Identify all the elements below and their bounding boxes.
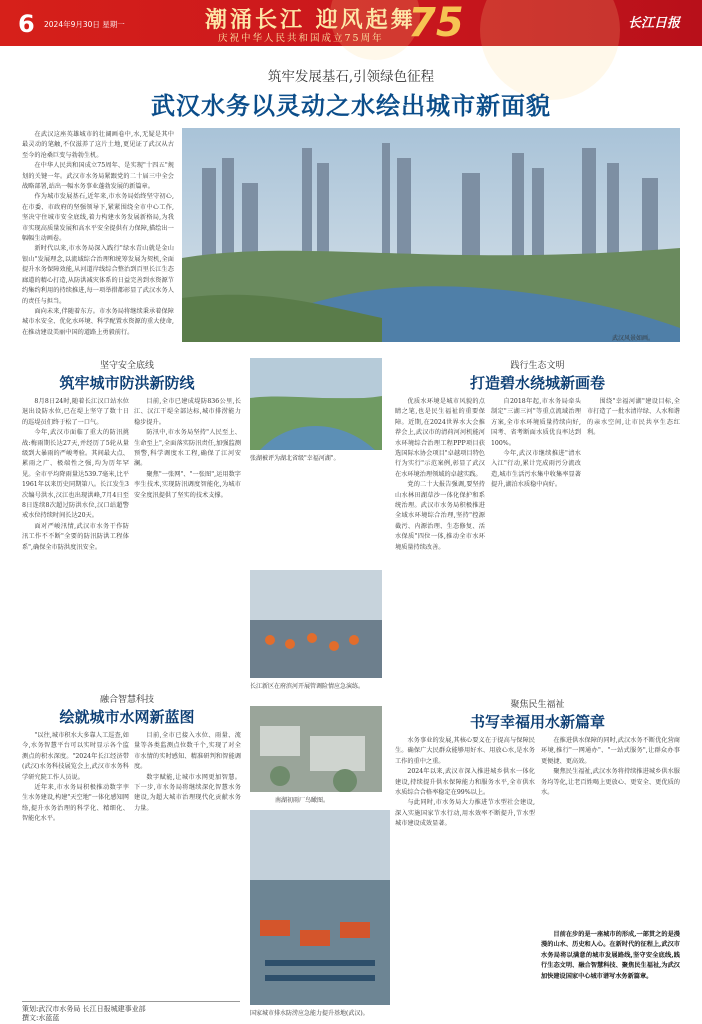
article-paragraph: 与此同时,市水务局大力推进节水型社会建设,深入实施国家节水行动,用水效率不断提升,节水型城市建设成效显著。 — [395, 799, 535, 828]
banner-subtitle: 庆祝中华人民共和国成立75周年 — [218, 33, 384, 44]
lead-article — [22, 130, 174, 340]
article-paragraph: 2024年以来,武汉市深入推进城乡供水一体化建设,持续提升供水保障能力和服务水平,全市供水水质综合合格率稳定在99%以上。 — [395, 768, 535, 797]
lake-photo — [250, 358, 382, 450]
section2-article-col2 — [491, 397, 581, 687]
lead-paragraph: 新时代以来,市水务局深入践行"绿水青山就是金山银山"发展理念,以流域综合治理和统筹发展为契机,全面提升水务保障效能,从河道岸线综合整治到百里长江生态廊道的精心打造,从防洪减灾体系的日益完善到水资源节约集约利用的持续推进,每一项举措都彰显了武汉水务人的责任与担当。 — [22, 245, 174, 305]
lake-illustration — [250, 358, 382, 450]
article-paragraph: 近年来,市水务局积极推动数字孪生水务建设,构建"天空地"一体化感知网络,提升水务治理的科学化、精细化、智能化水平。 — [22, 784, 129, 823]
credits-divider — [22, 1001, 240, 1002]
section2-title: 打造碧水绕城新画卷 — [469, 374, 605, 392]
article-paragraph: 今年,武汉市继续推进"清水入江"行动,累计完成雨污分流改造,城市生活污水集中收集率显著提升,湖泊水质稳中向好。 — [491, 450, 581, 489]
closing-paragraph — [541, 930, 680, 1010]
section1-photo2-caption: 长江新区在府滨河开展管调险情应急演练。 — [250, 683, 365, 690]
drainage-base-photo — [250, 810, 390, 1005]
article-paragraph: 防汛中,市水务局坚持"人民至上、生命至上",全面落实防汛责任,加强监测预警,科学调度水工程,确保了江河安澜。 — [134, 429, 241, 468]
lead-kicker: 筑牢发展基石,引领绿色征程 — [267, 69, 435, 85]
banner-decoration — [480, 0, 620, 100]
lead-headline: 武汉水务以灵动之水绘出城市新面貌 — [151, 91, 551, 120]
section3-article-col2 — [134, 731, 241, 997]
credits-writer: 撰文:水蓝蓝 — [22, 1014, 60, 1022]
article-paragraph: 围绕"幸福河湖"建设目标,全市打造了一批水清岸绿、人水和谐的亲水空间,让市民共享生态红利。 — [587, 398, 680, 437]
section3-article-col1 — [22, 731, 129, 997]
section4-photo-caption: 南湖初雨厂鸟瞰图。 — [275, 797, 330, 804]
article-paragraph: 今年,武汉市面临了重大的防汛挑战:梅雨期长达27天,并经历了5轮从量级到大暴雨的严峻考验。其间最大点、累雨之广、极端性之强,均为历年罕见。全市平均降雨量达539.7毫米,比平1961年以来历史同期第八。长江发生3次编号洪水,汉江也出现洪峰,7月4日至8日连续8次超过防洪水位,汉口站超警戒水位持续时间长达20天。 — [22, 429, 129, 520]
lead-paragraph: 在中华人民共和国成立75周年、是实现"十四五"规划的关键一年。武汉市水务局紧跟党的二十届三中全会战略部署,站出一幅水务事业蓬勃发展的新篇章。 — [22, 162, 174, 191]
article-paragraph: 水务事业的发展,其核心要义在于提高与保障民生。确保广大民群众能够用好水、用放心水,是水务工作的重中之重。 — [395, 737, 535, 765]
issue-date: 2024年9月30日 星期一 — [44, 20, 125, 29]
paper-name: 长江日报 — [628, 16, 681, 31]
section4-title: 书写幸福用水新篇章 — [469, 713, 605, 731]
section3-title: 绘就城市水网新蓝图 — [59, 708, 195, 726]
article-paragraph: 自2018年起,市水务局牵头制定"三湖三河"等重点流域治理方案,全市水环境质量持续向好,国考、省考断面水质优良率达到100%。 — [491, 398, 581, 447]
plant-illustration — [250, 706, 382, 792]
section2-kicker: 践行生态文明 — [510, 361, 565, 371]
section4-article-col1 — [395, 736, 535, 1004]
article-paragraph: 聚焦民生福祉,武汉水务将持续推进城乡供水服务均等化,让老百姓喝上更放心、更安全、更优质的水。 — [541, 768, 680, 797]
article-paragraph: 优质水环境是城市风貌的点睛之笔,也是民生福祉的重要保障。近期,在2024世界水大会推荐会上,武汉市的清荷河河机能河水环境综合治理工程PPP项目获选国际水协会项目"卓越项目特色行为实行"示范案例,彰显了武汉在水环境治理领域的卓越实践。 — [395, 398, 485, 478]
section3-photo2-caption: 国家城市排水防涝应急能力提升基地(武汉)。 — [250, 1010, 369, 1017]
flood-drill-illustration — [250, 570, 382, 678]
drill-photo — [250, 570, 382, 678]
lead-photo-caption: 武汉风景如画。 — [612, 335, 655, 342]
section2-article-col3 — [587, 397, 680, 687]
section1-photo1-caption: 张湖被评为湖北省级"幸福河湖"。 — [250, 455, 340, 462]
lead-paragraph: 作为城市发展基石,近年来,市水务局始终坚守初心,在市委、市政府的坚强领导下,紧紧围绕全市中心工作,坚决守住城市安全底线,着力构建水务发展新格局,为我市实现高质量发展和高水平安全提供有力保障,描绘出一幅幅生动画卷。 — [22, 193, 174, 243]
section1-kicker: 坚守安全底线 — [99, 361, 154, 371]
article-paragraph: 8月8日24时,随着长江汉口站水位退出设防水位,已在堤上坚守了数十日的巡堤员们终于松了一口气。 — [22, 398, 129, 426]
page-banner — [0, 0, 702, 46]
cityscape-illustration — [182, 128, 680, 342]
lead-paragraph: 面向未来,伴随着东方。市水务局将继续秉承着保障城市水安全、优化水环境、科学配置水资源的重大使命,在推动建设美丽中国的道路上勇毅前行。 — [22, 307, 174, 336]
lead-photo — [182, 128, 680, 342]
section1-article-col2 — [134, 397, 241, 679]
closing-text: 目前在步的是一座城市的形成,一部贯之的是漫漫的山水、历史和人心。在新时代的征程上,武汉市水务局将以满意的城市发展路线,坚守安全底线,践行生态文明、融合智慧科技、聚焦民生福祉,为武汉加快建设国家中心城市谱写水务新篇章。 — [541, 931, 680, 980]
anniversary-number: 75 — [408, 0, 464, 46]
article-paragraph: 在推进供水保障的同时,武汉水务不断优化营商环境,推行"一网通办"、"一站式服务",让群众办事更便捷、更高效。 — [541, 737, 680, 765]
rain-plant-photo — [250, 706, 382, 792]
article-paragraph: 聚焦"一张网"、"一张图",运用数字孪生技术,实现防汛调度智能化,为城市安全度汛提供了坚实的技术支撑。 — [134, 470, 241, 499]
page-number: 6 — [18, 10, 35, 38]
section3-kicker: 融合智慧科技 — [99, 695, 154, 705]
section4-kicker: 聚焦民生福祉 — [510, 700, 565, 710]
credits-planner: 策划:武汉市水务局 长江日报城建事业部 — [22, 1005, 146, 1013]
section1-title: 筑牢城市防洪新防线 — [59, 374, 195, 392]
article-paragraph: 面对严峻汛情,武汉市水务干作防汛工作不不断"全要的防汛防洪工程体系",确保全市防洪度汛安全。 — [22, 522, 129, 551]
article-paragraph: 目前,全市已接入水位、雨量、流量等各类监测点位数千个,实现了对全市水情的实时感知、精准研判和智能调度。 — [134, 732, 241, 771]
article-paragraph: 党的二十大报告强调,要坚持山水林田湖草沙一体化保护和系统治理。武汉市水务局积极推进全域水环境综合治理,坚持"控源截污、内源治理、生态修复、活水保质"四位一体,推动全市水环境质量持续改善。 — [395, 481, 485, 551]
article-paragraph: 数字赋能,让城市水网更加智慧。下一步,市水务局将继续深化智慧水务建设,为超大城市治理现代化贡献水务力量。 — [134, 773, 241, 812]
article-paragraph: "以往,城市积水大多靠人工巡查,如今,水务智慧平台可以实时显示各个监测点的积水深度。"2024年长江经济带(武汉)水务科技展览会上,武汉市水务科学研究院工作人员说。 — [22, 732, 129, 781]
section4-article-col2 — [541, 736, 680, 926]
drainage-illustration — [250, 810, 390, 1005]
section1-article-col1 — [22, 397, 129, 679]
lead-paragraph: 在武汉这座英雄城市的壮阔画卷中,水,无疑是其中最灵动的笔触,不仅滋养了这片土地,更见证了武汉从古至今的沧桑巨变与勃勃生机。 — [22, 131, 174, 159]
banner-slogan: 潮涌长江 迎风起舞 — [205, 7, 416, 33]
section2-article-col1 — [395, 397, 485, 687]
article-paragraph: 目前,全市已建成堤防836公里,长江、汉江干堤全部达标,城市排涝能力稳步提升。 — [134, 398, 241, 426]
